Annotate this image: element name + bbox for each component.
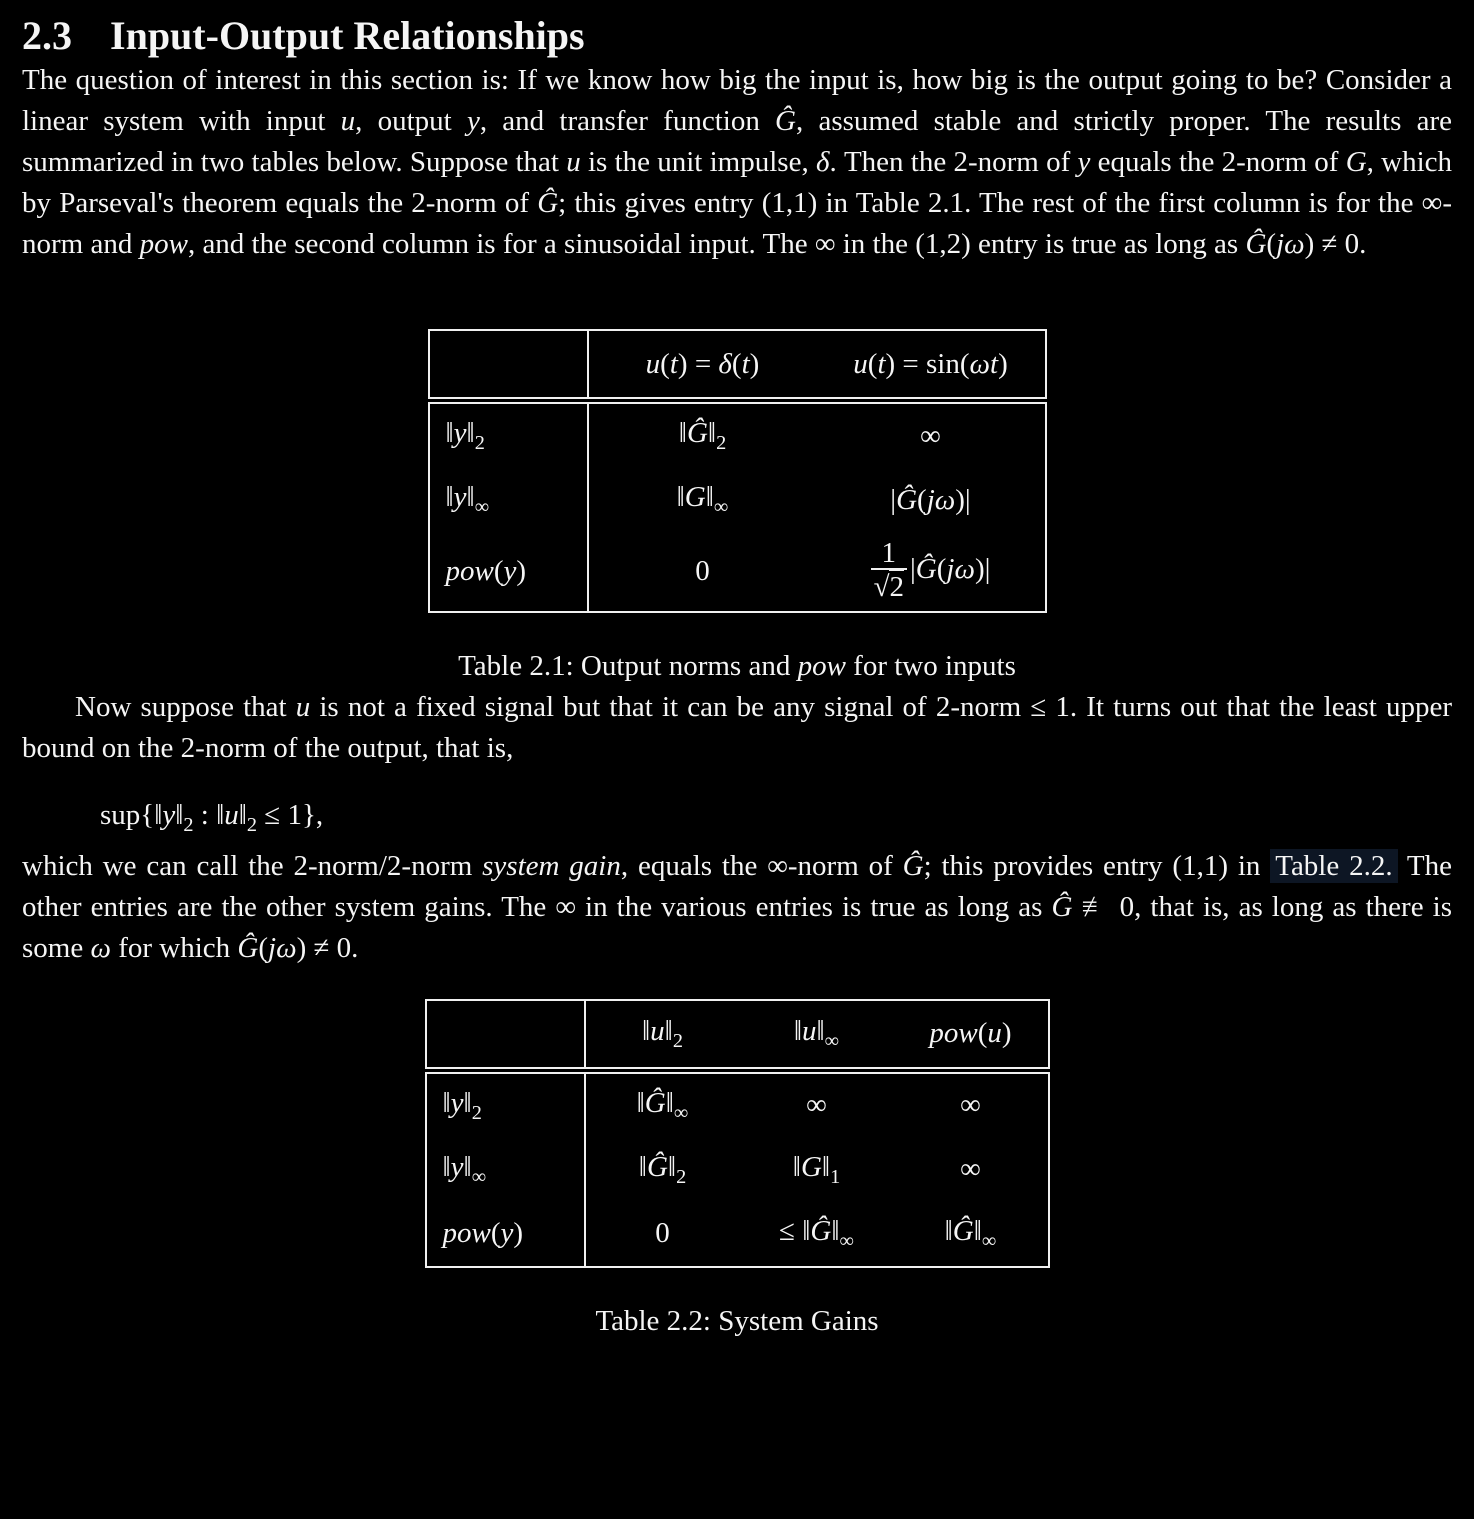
system-gains-table [425,999,1050,1268]
table-cell: $‖G‖_\infty$ [676,481,729,519]
table-cell: |Ĝ(jω)| [890,483,971,516]
table-row [429,532,1046,612]
table-2-2-container [22,999,1452,1268]
row-label-pow: pow(y) [429,532,588,612]
table-cell: $‖G‖_1$ [792,1151,841,1188]
table-header-row [426,1000,1049,1071]
paragraph-2: Now suppose that u is not a fixed signal but that it can be any signal of 2-norm ≤ 1. It turns out that the least upper bound on the 2-norm of the output, that is, [22,690,1452,764]
table-cell: $‖Ĝ‖_\infty$ [636,1087,689,1124]
table-cell: 0 [655,1217,670,1250]
output-norms-table [428,329,1047,613]
table-row [426,1138,1049,1202]
table-2-1-container [22,329,1452,613]
row-label-y2: $‖y‖_2$ [426,1070,585,1138]
paragraph-3 [22,846,1452,969]
column-header-u2: $‖u‖_2$ [585,1000,740,1071]
table-row [429,401,1046,469]
table-cell: $‖Ĝ‖_2$ [678,417,727,455]
table-cell: ∞ [960,1153,981,1186]
table-2-1-caption: Table 2.1: Output norms and pow for two inputs [458,649,1016,682]
table-cell: $‖Ĝ‖_\infty$ [944,1215,997,1252]
row-label-yinf: $‖y‖_\infty$ [429,468,588,532]
column-header-sinusoid: u(t) = sin(ωt) [817,330,1046,401]
paragraph-3-text-after: The other entries are the other system gains. The ∞ in the various entries is true as long as Ĝ ≢ 0, that is, as long as there is some ω for which Ĝ(jω) ≠ 0. [22,849,1453,964]
table-cell: 0 [695,555,710,588]
table-row [426,1070,1049,1138]
table-corner-cell [426,1000,585,1071]
section-heading [22,0,1452,60]
column-header-impulse: u(t) = δ(t) [588,330,817,401]
section-title: Input-Output Relationships [110,13,585,58]
table-cell: $‖Ĝ‖_2$ [638,1151,687,1188]
table-row [426,1202,1049,1267]
section-number: 2.3 [22,13,72,58]
row-label-pow: pow(y) [426,1202,585,1267]
table-corner-cell [429,330,588,401]
table-2-2-caption: Table 2.2: System Gains [595,1304,879,1337]
table-cell: ≤ $‖Ĝ‖_\infty$ [779,1215,854,1252]
table-2-2-reference-link[interactable]: Table 2.2. [1270,849,1397,883]
table-cell: ∞ [960,1089,981,1122]
table-cell: ∞ [806,1089,827,1122]
table-cell: ∞ [920,419,941,452]
display-equation: $sup\{‖y‖_2$ : $‖u‖_2 \le 1$}, [100,798,324,836]
paragraph-3-text-before: which we can call the 2-norm/2-norm system gain, equals the ∞-norm of Ĝ; this provides entry (1,1) in [22,849,1271,882]
table-cell: $\frac{1}{√2}$ |Ĝ(jω)| [817,532,1046,612]
row-label-y2: $‖y‖_2$ [429,401,588,469]
column-header-powu: pow(u) [894,1000,1049,1071]
table-row [429,468,1046,532]
column-header-uinf: $‖u‖_\infty$ [740,1000,894,1071]
row-label-yinf: $‖y‖_\infty$ [426,1138,585,1202]
paragraph-intro: The question of interest in this section is: If we know how big the input is, how big is the output going to be? Consider a linear system with input u, output y, and transfer function Ĝ, assumed stable and strictly proper. The results are summarized in two tables below. Suppose that u is the unit impulse, δ. Then the 2-norm of y equals the 2-norm of G, which by Parseval's theorem equals the 2-norm of Ĝ; this gives entry (1,1) in Table 2.1. The rest of the first column is for the ∞-norm and pow, and the second column is for a sinusoidal input. The ∞ in the (1,2) entry is true as long as Ĝ(jω) ≠ 0. [22,64,1453,260]
table-header-row [429,330,1046,401]
